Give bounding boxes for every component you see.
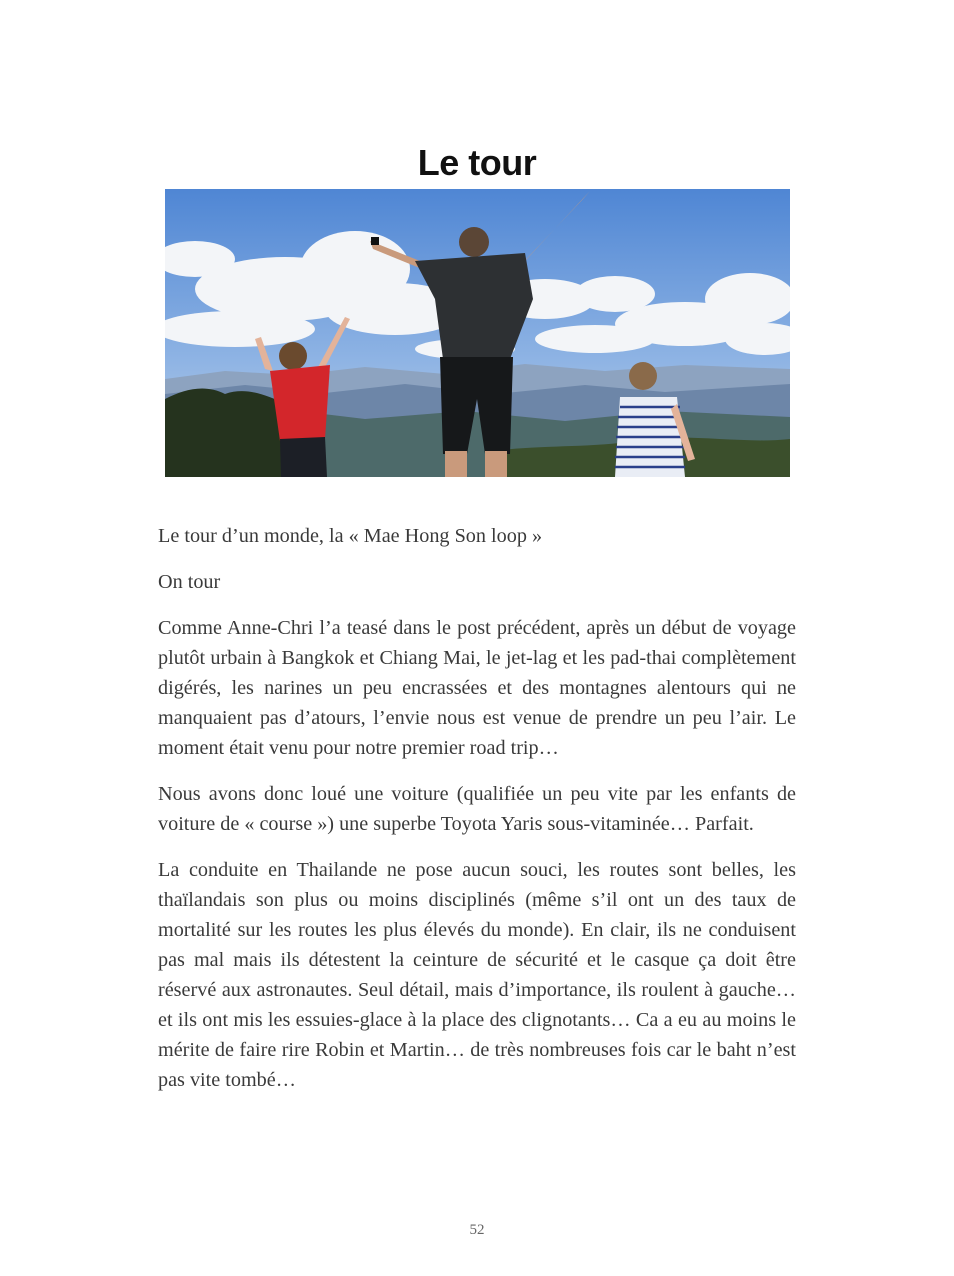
subtitle-paragraph: Le tour d’un monde, la « Mae Hong Son loop » <box>158 525 543 547</box>
body-text <box>158 521 796 1111</box>
section-label-paragraph: On tour <box>158 571 221 593</box>
body-paragraph: La conduite en Thailande ne pose aucun souci, les routes sont belles, les thaïlandais son plus ou moins disciplinés (même s’il ont un des taux de mortalité sur les routes les plus élevés du monde). En clair, ils ne conduisent pas mal mais ils détestent la ceinture de sécurité et le casque ça doit être réservé aux astronautes. Seul détail, mais d’importance, ils roulent à gauche… et ils ont mis les essuies-glace à la place des clignotants… Ca a eu au moins le mérite de faire rire Robin et Martin… de très nombreuses fois car le baht n’est pas vite tombé… <box>158 859 796 1091</box>
photo-illustration <box>165 189 790 477</box>
page-title: Le tour <box>417 142 537 184</box>
body-paragraph: Nous avons donc loué une voiture (qualifiée un peu vite par les enfants de voiture de « course ») une superbe Toyota Yaris sous-vitaminée… Parfait. <box>158 783 796 835</box>
family-mountain-photo <box>165 189 790 477</box>
body-paragraph: Comme Anne-Chri l’a teasé dans le post précédent, après un début de voyage plutôt urbain à Bangkok et Chiang Mai, le jet-lag et les pad-thai complètement digérés, les narines un peu encrassées et des montagnes alentours qui ne manquaient pas d’atours, l’envie nous est venue de prendre un peu l’air. Le moment était venu pour notre premier road trip… <box>158 617 796 759</box>
page-number: 52 <box>469 1222 485 1238</box>
